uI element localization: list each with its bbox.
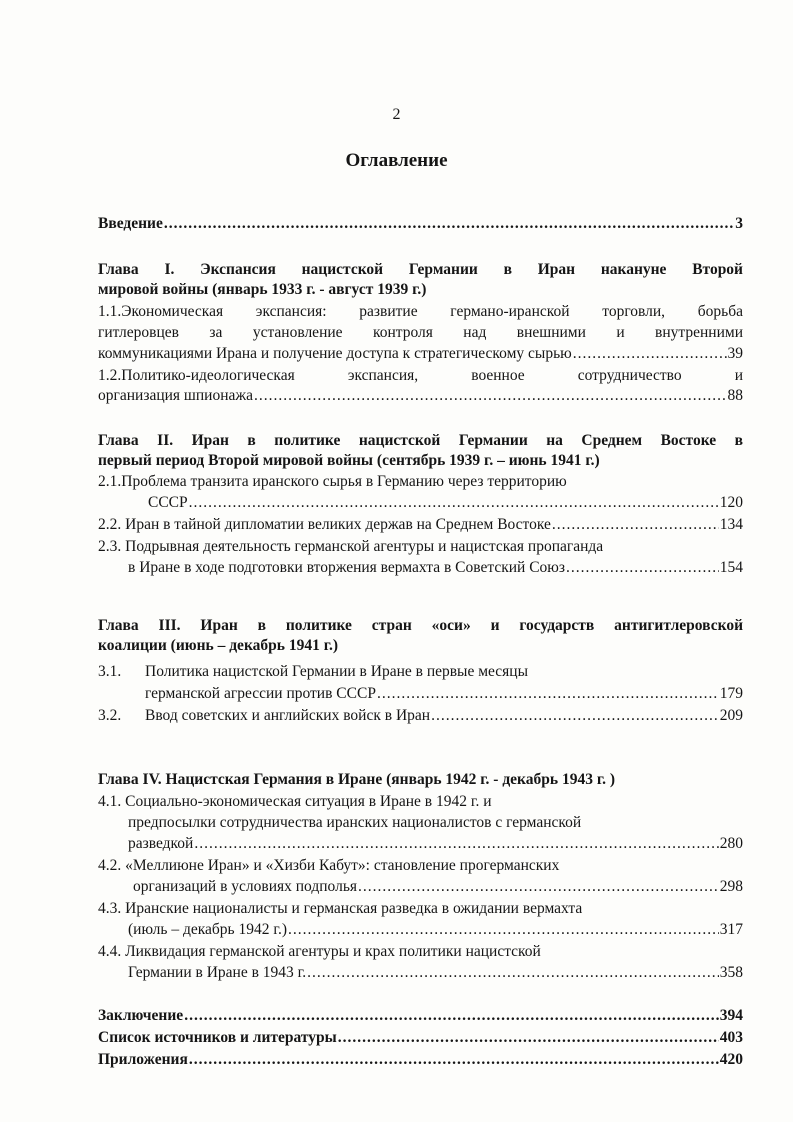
entry-title: Германии в Иране в 1943 г. — [128, 964, 307, 981]
chapter-heading: Глава I. Экспансия нацистской Германии в Иран накануне Второй — [98, 261, 743, 278]
leader-dots — [566, 558, 719, 578]
page-ref: 39 — [727, 345, 743, 362]
page-ref: 403 — [719, 1029, 743, 1046]
section-number: 3.2. — [98, 707, 122, 724]
chapter-heading: Глава II. Иран в политике нацистской Германии на Среднем Востоке в — [98, 432, 743, 449]
leader-dots — [254, 386, 727, 406]
page-ref: 358 — [719, 964, 743, 981]
toc-entry-3-2[interactable] — [98, 706, 743, 726]
toc-entry-3-1[interactable] — [145, 684, 743, 704]
entry-title — [98, 706, 430, 726]
entry-title: германской агрессии против СССР — [145, 685, 376, 702]
toc-entry-4-4[interactable] — [128, 963, 743, 983]
entry-title: Введение — [98, 215, 163, 232]
leader-dots — [358, 877, 719, 897]
entry-title: Политика нацистской Германии в Иране в первые месяцы — [145, 663, 529, 680]
toc-entry-4-1[interactable] — [128, 834, 743, 854]
section-text: 2.1.Проблема транзита иранского сырья в Германию через территорию — [98, 473, 567, 490]
entry-title: разведкой — [128, 835, 194, 852]
page-ref: 298 — [719, 878, 743, 895]
chapter-heading: Глава III. Иран в политике стран «оси» и государств антигитлеровской — [98, 617, 743, 634]
chapter-heading: коалиции (июнь – декабрь 1941 г.) — [98, 637, 339, 654]
page-ref: 209 — [719, 707, 743, 724]
toc-entry-1-1[interactable] — [98, 344, 743, 364]
leader-dots — [338, 1028, 719, 1048]
page-ref: 420 — [719, 1051, 743, 1068]
chapter-heading: Глава IV. Нацистская Германия в Иране (январь 1942 г. - декабрь 1943 г. ) — [98, 771, 616, 788]
section-text: 2.3. Подрывная деятельность германской агентуры и нацистская пропаганда — [98, 538, 604, 555]
section-text: 1.2.Политико-идеологическая экспансия, военное сотрудничество и — [98, 367, 743, 384]
toc-entry-introduction[interactable] — [98, 214, 743, 234]
toc-entry-2-3[interactable] — [128, 558, 743, 578]
toc-entry-4-3[interactable] — [128, 920, 743, 940]
entry-title: коммуникациями Ирана и получение доступа к стратегическому сырью — [98, 345, 572, 362]
leader-dots — [164, 214, 734, 234]
section-text: предпосылки сотрудничества иранских националистов с германской — [128, 814, 582, 831]
section-text: 4.4. Ликвидация германской агентуры и крах политики нацистской — [98, 943, 541, 960]
toc-entry-2-2[interactable] — [98, 515, 743, 535]
leader-dots — [552, 515, 719, 535]
page-ref: 88 — [727, 387, 743, 404]
entry-title: 2.2. Иран в тайной дипломатии великих держав на Среднем Востоке — [98, 516, 551, 533]
toc-entry-sources[interactable] — [98, 1028, 743, 1048]
leader-dots — [573, 344, 727, 364]
page-ref: 154 — [719, 559, 743, 576]
toc-entry-1-2[interactable] — [98, 386, 743, 406]
section-text: 4.3. Иранские националисты и германская разведка в ожидании вермахта — [98, 900, 583, 917]
leader-dots — [189, 1050, 719, 1070]
toc-entry-2-1[interactable] — [148, 493, 743, 513]
section-text — [98, 662, 743, 682]
page-number: 2 — [392, 106, 401, 123]
page-ref: 394 — [719, 1007, 743, 1024]
entry-title: организаций в условиях подполья — [133, 878, 358, 895]
chapter-heading: мировой войны (январь 1933 г. - август 1939 г.) — [98, 281, 427, 298]
entry-title-text: Ввод советских и английских войск в Иран — [145, 707, 431, 724]
leader-dots — [307, 963, 719, 983]
page-ref: 317 — [719, 921, 743, 938]
leader-dots — [184, 1006, 719, 1026]
leader-dots — [377, 684, 719, 704]
section-text: 4.1. Социально-экономическая ситуация в Иране в 1942 г. и — [98, 793, 492, 810]
page-ref: 3 — [735, 215, 743, 232]
entry-title: Заключение — [98, 1007, 184, 1024]
page-ref: 280 — [719, 835, 743, 852]
section-text: 4.2. «Меллиюне Иран» и «Хизби Кабут»: становление прогерманских — [98, 857, 560, 874]
entry-title: в Иране в ходе подготовки вторжения вермахта в Советский Союз — [128, 559, 565, 576]
entry-title: Список источников и литературы — [98, 1029, 337, 1046]
page-ref: 120 — [719, 494, 743, 511]
toc-entry-appendices[interactable] — [98, 1050, 743, 1070]
toc-entry-4-2[interactable] — [133, 877, 743, 897]
leader-dots — [431, 706, 719, 726]
section-number: 3.1. — [98, 663, 122, 680]
section-text: гитлеровцев за установление контроля над внешними и внутренними — [98, 324, 743, 341]
toc-entry-conclusion[interactable] — [98, 1006, 743, 1026]
entry-title: (июль – декабрь 1942 г.) — [128, 921, 287, 938]
entry-title: организация шпионажа — [98, 387, 253, 404]
leader-dots — [189, 493, 719, 513]
page-ref: 179 — [719, 685, 743, 702]
leader-dots — [194, 834, 718, 854]
chapter-heading: первый период Второй мировой войны (сентябрь 1939 г. – июнь 1941 г.) — [98, 452, 600, 469]
page-ref: 134 — [719, 516, 743, 533]
toc-title: Оглавление — [345, 150, 448, 171]
leader-dots — [288, 920, 719, 940]
entry-title: Приложения — [98, 1051, 188, 1068]
section-text: 1.1.Экономическая экспансия: развитие германо-иранской торговли, борьба — [98, 303, 743, 320]
entry-title: СССР — [148, 494, 188, 511]
